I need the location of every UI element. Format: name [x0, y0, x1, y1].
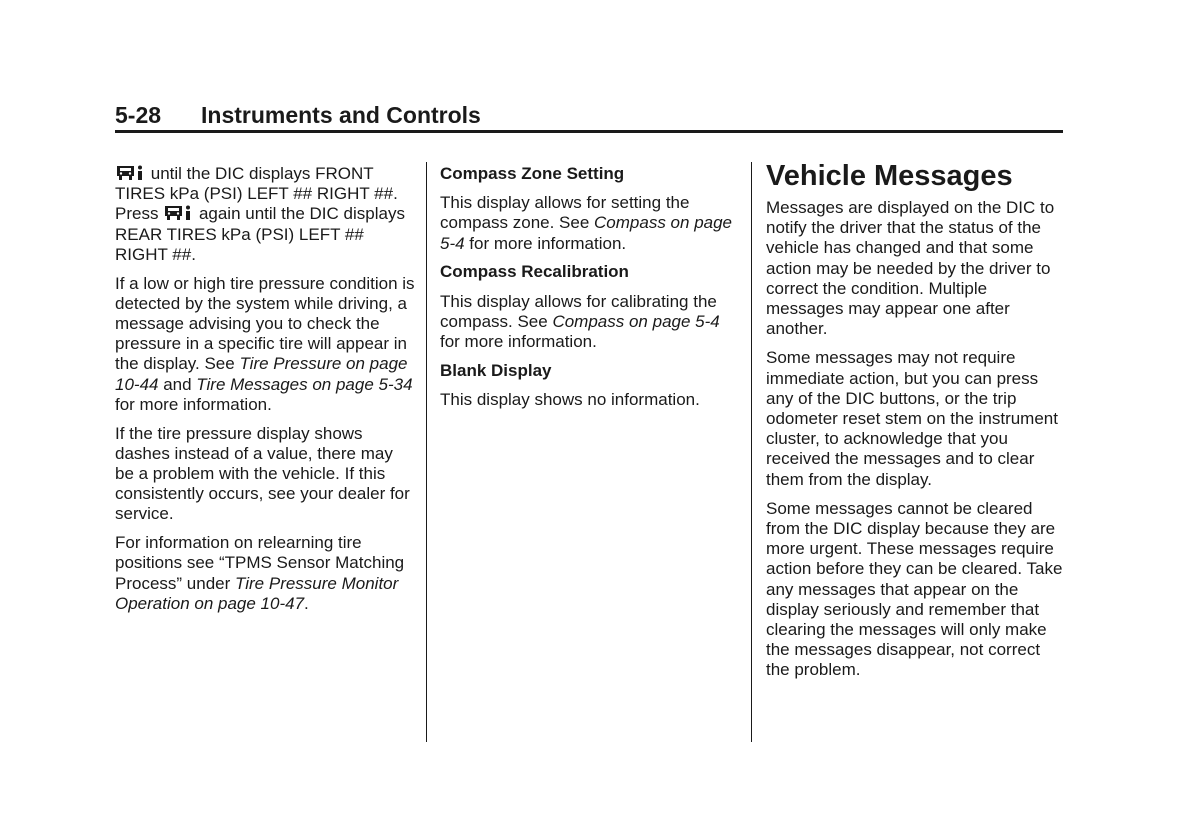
paragraph: Messages are displayed on the DIC to notify the driver that the status of the vehicle has changed and that some action may be needed by the driver to correct the condition. Multiple messages may appear one after another.	[766, 198, 1055, 339]
paragraph	[440, 292, 738, 353]
subheading: Compass Zone Setting	[440, 164, 625, 183]
section-heading: Vehicle Messages	[766, 160, 1013, 192]
cross-reference-link[interactable]: Tire Pressure on page 10-44	[115, 354, 408, 394]
column-divider	[426, 162, 427, 742]
cross-reference-link[interactable]: Tire Messages on page 5-34	[196, 374, 413, 394]
paragraph	[115, 164, 415, 265]
cross-reference-link[interactable]: Compass on page 5-4	[440, 213, 733, 253]
paragraph	[115, 533, 415, 614]
subheading: Blank Display	[440, 360, 552, 380]
paragraph-text: for more information.	[440, 332, 597, 352]
column-middle	[440, 164, 738, 419]
paragraph-text: This display allows for setting the compass zone. See	[440, 193, 690, 233]
paragraph-text: for more information.	[464, 233, 627, 253]
paragraph: If the tire pressure display shows dashes instead of a value, there may be a problem with the vehicle. If this consistently occurs, see your dealer for service.	[115, 423, 410, 524]
column-left	[115, 164, 415, 623]
column-divider	[751, 162, 752, 742]
paragraph-text: for more information.	[115, 394, 272, 414]
vehicle-information-icon	[115, 165, 146, 181]
section-title: Instruments and Controls	[201, 102, 481, 128]
cross-reference-link[interactable]: Tire Pressure Monitor Operation on page 10-47	[115, 573, 399, 613]
paragraph-text: and	[158, 374, 197, 394]
paragraph	[440, 193, 738, 254]
paragraph-text: again until the DIC displays REAR TIRES kPa (PSI) LEFT ## RIGHT ##.	[115, 204, 405, 264]
paragraph-text: If a low or high tire pressure condition is detected by the system while driving, a message advising you to check the pressure in a specific tire will appear in the display. See	[115, 273, 415, 374]
page-header	[115, 100, 1063, 133]
paragraph-text: For information on relearning tire positions see “TPMS Sensor Matching Process” under	[115, 533, 405, 593]
column-right	[766, 160, 1066, 690]
subheading: Compass Recalibration	[440, 262, 629, 282]
paragraph-text: until the DIC displays FRONT TIRES kPa (PSI) LEFT ## RIGHT ##. Press	[115, 164, 398, 224]
paragraph: Some messages may not require immediate action, but you can press any of the DIC buttons, or the trip odometer reset stem on the instrument cluster, to acknowledge that you received the messages and to clear them from the display.	[766, 348, 1058, 489]
page-number: 5-28	[115, 102, 162, 128]
paragraph: This display shows no information.	[440, 390, 700, 410]
paragraph-text: This display allows for calibrating the compass. See	[440, 291, 717, 331]
paragraph: Some messages cannot be cleared from the DIC display because they are more urgent. These messages require action before they can be cleared. Take any messages that appear on the display seriously and remember that clearing the messages will only make the messages disappear, not correct the problem.	[766, 498, 1063, 680]
cross-reference-link[interactable]: Compass on page 5-4	[552, 311, 720, 331]
vehicle-information-icon	[163, 205, 194, 221]
paragraph	[115, 274, 415, 415]
paragraph-text: .	[304, 593, 309, 613]
